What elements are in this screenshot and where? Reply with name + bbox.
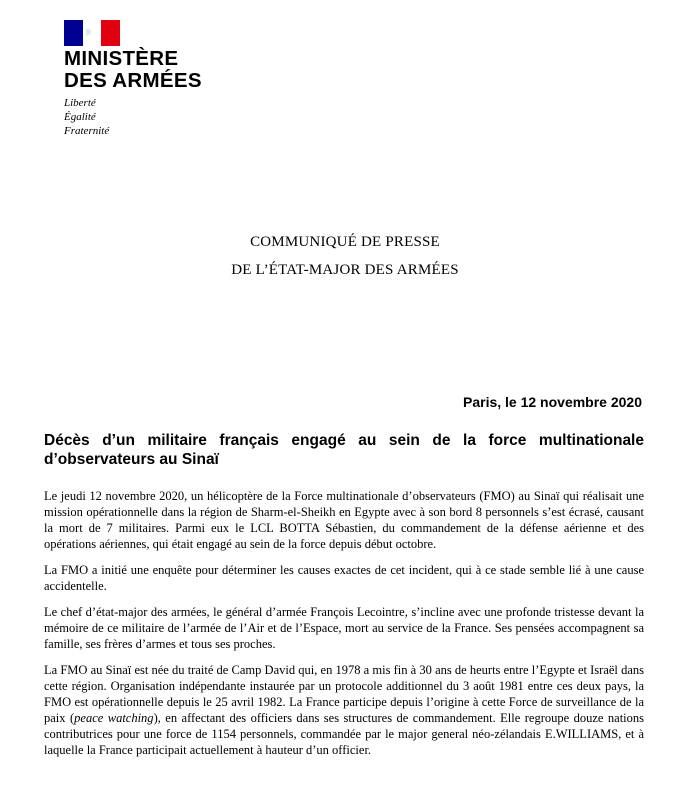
paragraph-1: Le jeudi 12 novembre 2020, un hélicoptère de la Force multinationale d’observateurs (FMO) au Sinaï qui réalisait une mission opérationnelle dans la région de Sharm-el-Sheikh en Egypte avec à son bord 8 personnels s’est écrasé, causant la mort de 7 militaires. Parmi eux le LCL BOTTA Sébastien, du commandement de la défense aérienne et des opérations aériennes, qui était engagé au sein de la force depuis début octobre. (44, 489, 644, 551)
press-title-line1: COMMUNIQUÉ DE PRESSE (250, 234, 440, 250)
motto-fraternite: Fraternité (64, 125, 110, 137)
paragraph-4-text-b: ), en affectant des officiers dans ses structures de commandement. Elle regroupe douze nations contributrices pour une force de 1154 personnels, commandée par le major general néo-zélandais E.WILLIAMS, et à laquelle la France participait actuellement à hauteur d’un officier. (44, 711, 645, 757)
dateline: Paris, le 12 novembre 2020 (463, 394, 642, 410)
headline: Décès d’un militaire français engagé au sein de la force multinationale d’observateurs au Sinaï (44, 432, 644, 468)
paragraph-4-text-a: La FMO au Sinaï est née du traité de Camp David qui, en 1978 a mis fin à 30 ans de heurts entre l’Egypte et Israël dans cette région. Organisation indépendante instaurée par un protocole additionnel du 3 août 1981 entre ces deux pays, la FMO est opérationnelle depuis le 25 avril 1982. La France participe depuis l’origine à cette Force de surveillance de la paix ( (44, 663, 644, 725)
marianne-flag-icon (64, 20, 120, 46)
paragraph-4-italic-term: peace watching (74, 711, 154, 725)
press-body (44, 488, 644, 768)
motto-egalite: Égalité (64, 111, 96, 123)
paragraph-3: Le chef d’état-major des armées, le général d’armée François Lecointre, s’incline avec une profonde tristesse devant la mémoire de ce militaire de l’armée de l’Air et de l’Espace, mort au service de la France. Ses pensées accompagnent sa famille, ses frères d’armes et tous ses proches. (44, 605, 644, 651)
paragraph-4 (44, 662, 644, 758)
motto-liberte: Liberté (64, 97, 96, 109)
republic-motto (64, 96, 109, 138)
ministry-name-line2: DES ARMÉES (64, 69, 202, 92)
paragraph-2: La FMO a initié une enquête pour déterminer les causes exactes de cet incident, qui à ce stade semble lié à une cause accidentelle. (44, 563, 644, 593)
ministry-name (64, 48, 202, 92)
press-release-title (0, 228, 690, 284)
ministry-name-line1: MINISTÈRE (64, 47, 179, 70)
press-title-line2: DE L’ÉTAT-MAJOR DES ARMÉES (231, 262, 459, 278)
